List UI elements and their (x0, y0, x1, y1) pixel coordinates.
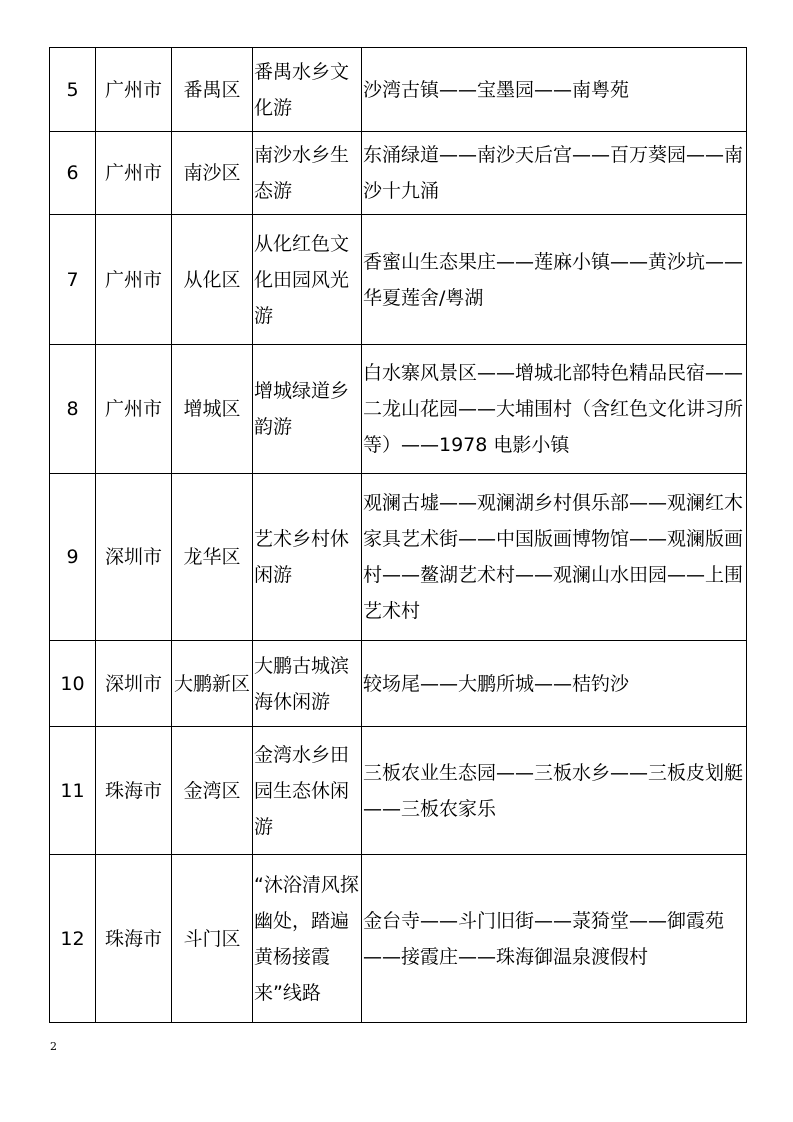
page-number: 2 (50, 1040, 57, 1053)
route-detail-cell: 白水寨风景区——增城北部特色精品民宿——二龙山花园——大埔围村（含红色文化讲习所等）——1978 电影小镇 (362, 345, 747, 474)
district-cell: 大鹏新区 (172, 641, 253, 727)
district-cell: 龙华区 (172, 474, 253, 641)
city-cell: 广州市 (96, 48, 172, 132)
routes-table (49, 47, 747, 1023)
route-name-cell: 增城绿道乡韵游 (253, 345, 362, 474)
table-row (50, 48, 747, 132)
table-row (50, 474, 747, 641)
district-cell: 番禺区 (172, 48, 253, 132)
route-detail-cell: 观澜古墟——观澜湖乡村俱乐部——观澜红木家具艺术街——中国版画博物馆——观澜版画村——鳌湖艺术村——观澜山水田园——上围艺术村 (362, 474, 747, 641)
route-detail-cell: 三板农业生态园——三板水乡——三板皮划艇——三板农家乐 (362, 727, 747, 855)
district-cell: 从化区 (172, 215, 253, 345)
route-name-cell: 大鹏古城滨海休闲游 (253, 641, 362, 727)
row-number: 12 (50, 855, 96, 1023)
district-cell: 南沙区 (172, 132, 253, 215)
row-number: 6 (50, 132, 96, 215)
route-name-cell: 艺术乡村休闲游 (253, 474, 362, 641)
city-cell: 广州市 (96, 215, 172, 345)
row-number: 10 (50, 641, 96, 727)
city-cell: 深圳市 (96, 641, 172, 727)
district-cell: 金湾区 (172, 727, 253, 855)
row-number: 5 (50, 48, 96, 132)
route-detail-cell: 金台寺——斗门旧街——菉猗堂——御霞苑——接霞庄——珠海御温泉渡假村 (362, 855, 747, 1023)
district-cell: 增城区 (172, 345, 253, 474)
table-row (50, 132, 747, 215)
route-detail-cell: 较场尾——大鹏所城——桔钓沙 (362, 641, 747, 727)
route-name-cell: 番禺水乡文化游 (253, 48, 362, 132)
table-row (50, 345, 747, 474)
district-cell: 斗门区 (172, 855, 253, 1023)
table-row (50, 215, 747, 345)
route-detail-cell: 东涌绿道——南沙天后宫——百万葵园——南沙十九涌 (362, 132, 747, 215)
row-number: 8 (50, 345, 96, 474)
row-number: 9 (50, 474, 96, 641)
route-name-cell: 从化红色文化田园风光游 (253, 215, 362, 345)
route-detail-cell: 香蜜山生态果庄——莲麻小镇——黄沙坑——华夏莲舍/粤湖 (362, 215, 747, 345)
route-name-cell: 南沙水乡生态游 (253, 132, 362, 215)
city-cell: 深圳市 (96, 474, 172, 641)
table-row (50, 855, 747, 1023)
city-cell: 珠海市 (96, 727, 172, 855)
city-cell: 广州市 (96, 345, 172, 474)
route-detail-cell: 沙湾古镇——宝墨园——南粤苑 (362, 48, 747, 132)
table-row (50, 641, 747, 727)
row-number: 7 (50, 215, 96, 345)
city-cell: 珠海市 (96, 855, 172, 1023)
row-number: 11 (50, 727, 96, 855)
route-name-cell: “沐浴清风探幽处，踏遍黄杨接霞来”线路 (253, 855, 362, 1023)
city-cell: 广州市 (96, 132, 172, 215)
table-row (50, 727, 747, 855)
route-name-cell: 金湾水乡田园生态休闲游 (253, 727, 362, 855)
